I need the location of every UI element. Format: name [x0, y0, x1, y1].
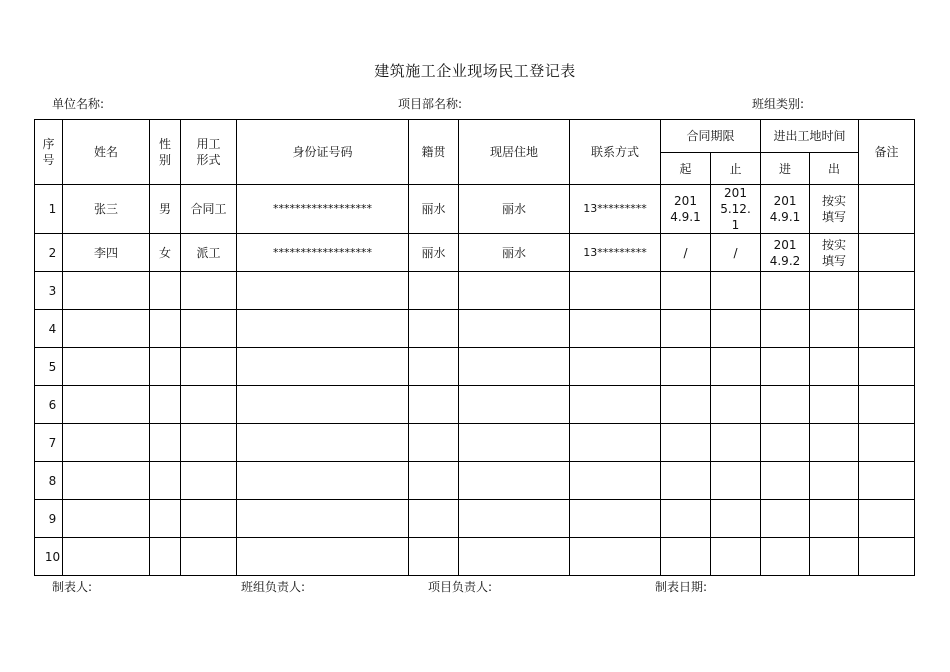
cell-contract-end — [711, 310, 761, 348]
cell-native-place — [409, 500, 459, 538]
cell-residence — [459, 500, 570, 538]
cell-residence — [459, 386, 570, 424]
cell-contact — [570, 272, 661, 310]
cell-employment-type — [181, 424, 237, 462]
unit-name-label: 单位名称: — [52, 97, 105, 111]
col-id-number-header: 身份证号码 — [237, 120, 409, 185]
cell-employment-type — [181, 310, 237, 348]
prepared-date-label: 制表日期: — [655, 580, 708, 594]
cell-employment-type — [181, 462, 237, 500]
cell-residence: 丽水 — [459, 234, 570, 272]
cell-site-in — [761, 538, 810, 576]
cell-remarks — [859, 500, 915, 538]
cell-remarks — [859, 386, 915, 424]
cell-site-in — [761, 348, 810, 386]
table-body — [35, 185, 915, 576]
cell-contract-start — [661, 538, 711, 576]
cell-seq: 1 — [35, 185, 63, 234]
table-row — [35, 310, 915, 348]
cell-contract-start — [661, 348, 711, 386]
cell-contract-start — [661, 386, 711, 424]
cell-native-place: 丽水 — [409, 185, 459, 234]
col-residence-header: 现居住地 — [459, 120, 570, 185]
cell-residence — [459, 310, 570, 348]
cell-remarks — [859, 424, 915, 462]
team-leader-label: 班组负责人: — [241, 580, 306, 594]
cell-name — [63, 538, 150, 576]
cell-contract-end — [711, 500, 761, 538]
cell-id-number — [237, 310, 409, 348]
cell-employment-type: 派工 — [181, 234, 237, 272]
cell-seq: 7 — [35, 424, 63, 462]
cell-seq: 3 — [35, 272, 63, 310]
table-row — [35, 424, 915, 462]
cell-contract-start: 2014.9.1 — [661, 185, 711, 234]
cell-site-out — [810, 424, 859, 462]
cell-remarks — [859, 234, 915, 272]
cell-name — [63, 348, 150, 386]
cell-seq: 5 — [35, 348, 63, 386]
cell-contact — [570, 348, 661, 386]
cell-id-number — [237, 500, 409, 538]
cell-employment-type — [181, 500, 237, 538]
cell-residence — [459, 272, 570, 310]
cell-native-place — [409, 310, 459, 348]
table-row — [35, 538, 915, 576]
project-dept-label: 项目部名称: — [398, 97, 463, 111]
cell-contract-end — [711, 538, 761, 576]
cell-gender — [150, 538, 181, 576]
cell-id-number — [237, 462, 409, 500]
cell-residence: 丽水 — [459, 185, 570, 234]
cell-native-place — [409, 272, 459, 310]
cell-gender — [150, 310, 181, 348]
cell-remarks — [859, 538, 915, 576]
col-contract-end-header: 止 — [711, 153, 761, 185]
cell-seq: 2 — [35, 234, 63, 272]
cell-employment-type: 合同工 — [181, 185, 237, 234]
cell-native-place — [409, 462, 459, 500]
col-contact-header: 联系方式 — [570, 120, 661, 185]
cell-contract-start — [661, 462, 711, 500]
cell-id-number: ****************** — [237, 234, 409, 272]
cell-site-in: 2014.9.1 — [761, 185, 810, 234]
cell-contract-start: / — [661, 234, 711, 272]
col-site-in-header: 进 — [761, 153, 810, 185]
cell-id-number — [237, 272, 409, 310]
form-title: 建筑施工企业现场民工登记表 — [374, 62, 576, 80]
cell-contract-start — [661, 500, 711, 538]
cell-site-out: 按实填写 — [810, 185, 859, 234]
table-row — [35, 462, 915, 500]
cell-remarks — [859, 272, 915, 310]
prepared-by-label: 制表人: — [52, 580, 93, 594]
cell-native-place — [409, 348, 459, 386]
cell-gender: 女 — [150, 234, 181, 272]
table-row — [35, 185, 915, 234]
cell-site-out — [810, 500, 859, 538]
cell-id-number: ****************** — [237, 185, 409, 234]
cell-name — [63, 310, 150, 348]
table-row — [35, 500, 915, 538]
cell-contact — [570, 538, 661, 576]
cell-name — [63, 500, 150, 538]
cell-gender: 男 — [150, 185, 181, 234]
cell-gender — [150, 348, 181, 386]
cell-contract-start — [661, 310, 711, 348]
cell-site-out — [810, 386, 859, 424]
cell-site-in — [761, 272, 810, 310]
cell-contact — [570, 424, 661, 462]
worker-registration-table — [34, 119, 915, 576]
cell-id-number — [237, 424, 409, 462]
cell-seq: 8 — [35, 462, 63, 500]
table-header — [35, 120, 915, 185]
cell-native-place — [409, 538, 459, 576]
project-leader-label: 项目负责人: — [428, 580, 493, 594]
cell-residence — [459, 348, 570, 386]
cell-contact — [570, 462, 661, 500]
cell-contact — [570, 386, 661, 424]
col-name-header: 姓名 — [63, 120, 150, 185]
col-contract-period-header: 合同期限 — [661, 120, 761, 153]
cell-contact — [570, 310, 661, 348]
cell-site-out — [810, 310, 859, 348]
cell-employment-type — [181, 386, 237, 424]
cell-contract-end — [711, 272, 761, 310]
table-row — [35, 348, 915, 386]
table-row — [35, 272, 915, 310]
cell-contract-start — [661, 424, 711, 462]
cell-id-number — [237, 538, 409, 576]
table-row — [35, 234, 915, 272]
cell-name: 张三 — [63, 185, 150, 234]
cell-contact — [570, 500, 661, 538]
cell-contract-end: 2015.12.1 — [711, 185, 761, 234]
cell-contract-end: / — [711, 234, 761, 272]
col-remarks-header: 备注 — [859, 120, 915, 185]
col-site-out-header: 出 — [810, 153, 859, 185]
cell-employment-type — [181, 272, 237, 310]
cell-contact: 13********* — [570, 185, 661, 234]
cell-id-number — [237, 348, 409, 386]
cell-site-out — [810, 348, 859, 386]
cell-residence — [459, 462, 570, 500]
cell-name — [63, 462, 150, 500]
cell-seq: 6 — [35, 386, 63, 424]
cell-contract-end — [711, 424, 761, 462]
cell-employment-type — [181, 538, 237, 576]
cell-site-in: 2014.9.2 — [761, 234, 810, 272]
cell-name — [63, 386, 150, 424]
cell-contract-end — [711, 462, 761, 500]
cell-gender — [150, 462, 181, 500]
cell-site-out — [810, 538, 859, 576]
cell-native-place: 丽水 — [409, 234, 459, 272]
cell-seq: 9 — [35, 500, 63, 538]
cell-remarks — [859, 185, 915, 234]
cell-remarks — [859, 348, 915, 386]
cell-name: 李四 — [63, 234, 150, 272]
cell-contact: 13********* — [570, 234, 661, 272]
col-seq-header: 序号 — [35, 120, 63, 185]
cell-native-place — [409, 424, 459, 462]
cell-site-in — [761, 500, 810, 538]
cell-site-out — [810, 272, 859, 310]
cell-contract-start — [661, 272, 711, 310]
team-type-label: 班组类别: — [752, 97, 805, 111]
cell-site-in — [761, 462, 810, 500]
cell-name — [63, 424, 150, 462]
cell-gender — [150, 272, 181, 310]
cell-gender — [150, 500, 181, 538]
cell-name — [63, 272, 150, 310]
cell-site-out: 按实填写 — [810, 234, 859, 272]
cell-gender — [150, 386, 181, 424]
cell-seq: 10 — [35, 538, 63, 576]
cell-site-in — [761, 424, 810, 462]
col-contract-start-header: 起 — [661, 153, 711, 185]
col-gender-header: 性别 — [150, 120, 181, 185]
cell-remarks — [859, 310, 915, 348]
cell-contract-end — [711, 348, 761, 386]
cell-remarks — [859, 462, 915, 500]
cell-site-in — [761, 386, 810, 424]
cell-id-number — [237, 386, 409, 424]
cell-residence — [459, 424, 570, 462]
col-employment-type-header: 用工形式 — [181, 120, 237, 185]
col-native-place-header: 籍贯 — [409, 120, 459, 185]
cell-seq: 4 — [35, 310, 63, 348]
cell-residence — [459, 538, 570, 576]
col-site-time-header: 进出工地时间 — [761, 120, 859, 153]
cell-gender — [150, 424, 181, 462]
cell-employment-type — [181, 348, 237, 386]
cell-site-in — [761, 310, 810, 348]
cell-contract-end — [711, 386, 761, 424]
cell-site-out — [810, 462, 859, 500]
table-row — [35, 386, 915, 424]
cell-native-place — [409, 386, 459, 424]
